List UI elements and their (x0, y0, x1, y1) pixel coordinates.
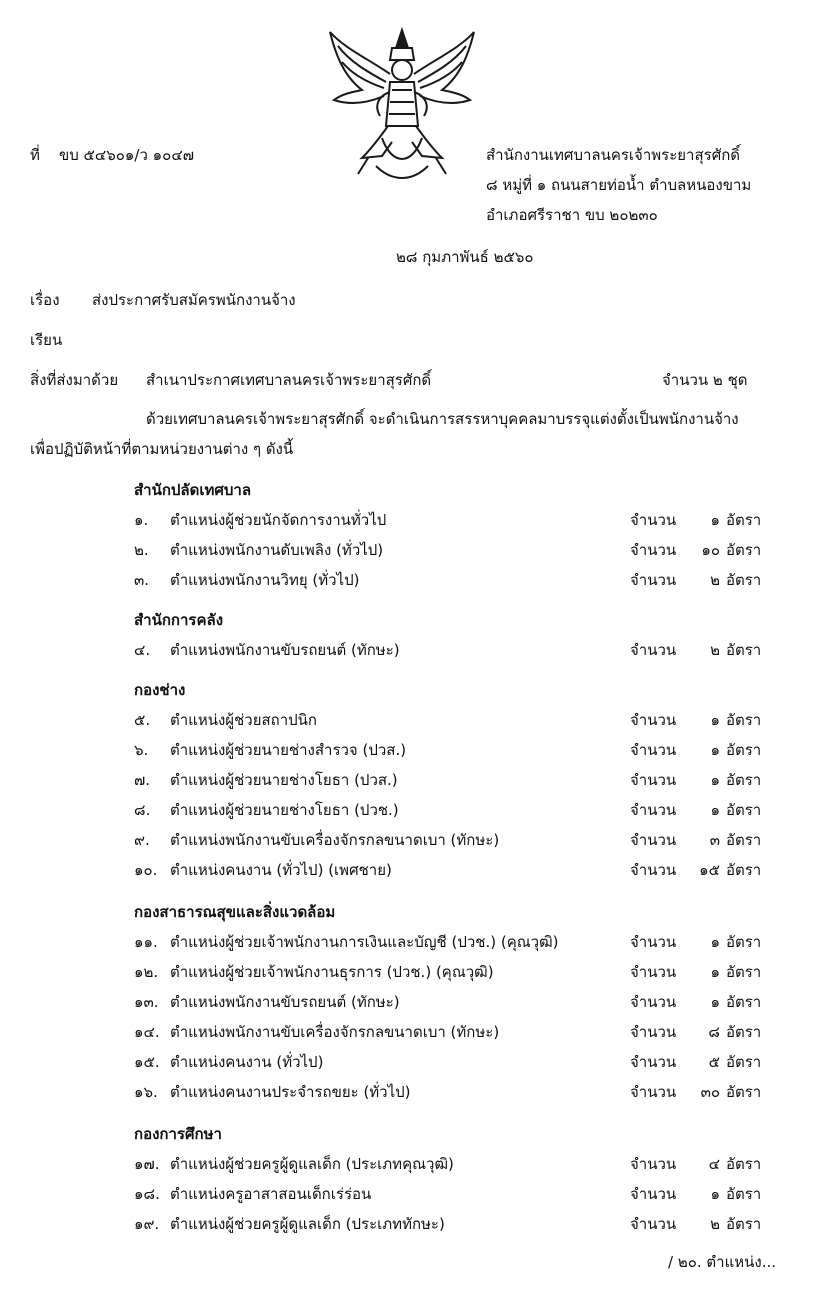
count-word: จำนวน (630, 963, 677, 981)
reference-value: ขบ ๕๔๖๐๑/ว ๑๐๔๗ (58, 146, 194, 164)
item-count (630, 930, 761, 954)
item-position: ตำแหน่งผู้ช่วยครูผู้ดูแลเด็ก (ประเภทคุณวุฒิ) (170, 1155, 454, 1173)
item-position: ตำแหน่งคนงาน (ทั่วไป) (170, 1053, 324, 1071)
item-number: ๙. (134, 831, 150, 849)
item-count (630, 858, 761, 882)
item-count (630, 1182, 761, 1206)
unit-word: อัตรา (726, 541, 762, 559)
item-position: ตำแหน่งพนักงานขับรถยนต์ (ทักษะ) (170, 641, 400, 659)
item-position: ตำแหน่งผู้ช่วยครูผู้ดูแลเด็ก (ประเภททักษะ) (170, 1215, 445, 1233)
count-value: ๘ (708, 1023, 720, 1041)
item-number: ๑๘. (134, 1185, 160, 1203)
count-value: ๓๐ (700, 1083, 720, 1101)
count-word: จำนวน (630, 711, 677, 729)
enclosure-label: สิ่งที่ส่งมาด้วย (30, 371, 119, 389)
count-value: ๑ (710, 1185, 720, 1203)
unit-word: อัตรา (726, 1215, 762, 1233)
unit-word: อัตรา (726, 801, 762, 819)
count-word: จำนวน (630, 571, 677, 589)
item-number: ๔. (134, 641, 151, 659)
item-number: ๑๐. (134, 861, 158, 879)
unit-word: อัตรา (726, 1083, 762, 1101)
address-line-1: สำนักงานเทศบาลนครเจ้าพระยาสุรศักดิ์ (486, 146, 741, 164)
count-word: จำนวน (630, 831, 677, 849)
count-word: จำนวน (630, 641, 677, 659)
reference-label: ที่ (30, 146, 40, 164)
item-number: ๖. (134, 741, 149, 759)
unit-word: อัตรา (726, 1185, 762, 1203)
section-title-office-of-clerk: สำนักปลัดเทศบาล (134, 481, 252, 499)
item-position: ตำแหน่งผู้ช่วยนายช่างโยธา (ปวช.) (170, 801, 399, 819)
item-number: ๕. (134, 711, 151, 729)
count-word: จำนวน (630, 1155, 677, 1173)
count-value: ๒ (710, 641, 720, 659)
item-position: ตำแหน่งพนักงานขับเครื่องจักรกลขนาดเบา (ทักษะ) (170, 831, 500, 849)
unit-word: อัตรา (726, 831, 762, 849)
item-position: ตำแหน่งผู้ช่วยนักจัดการงานทั่วไป (170, 511, 387, 529)
item-position: ตำแหน่งผู้ช่วยนายช่างโยธา (ปวส.) (170, 771, 398, 789)
enclosure-count: จำนวน ๒ ชุด (662, 371, 748, 389)
count-value: ๔ (708, 1155, 720, 1173)
subject-label: เรื่อง (30, 291, 60, 309)
item-position: ตำแหน่งพนักงานขับเครื่องจักรกลขนาดเบา (ทักษะ) (170, 1023, 500, 1041)
item-count (630, 538, 761, 562)
count-value: ๑ (710, 801, 720, 819)
item-count (630, 1212, 761, 1236)
count-word: จำนวน (630, 741, 677, 759)
count-word: จำนวน (630, 861, 677, 879)
count-word: จำนวน (630, 1083, 677, 1101)
item-count (630, 798, 761, 822)
item-count (630, 738, 761, 762)
item-number: ๗. (134, 771, 151, 789)
garuda-emblem-icon (322, 26, 482, 186)
item-position: ตำแหน่งครูอาสาสอนเด็กเร่ร่อน (170, 1185, 372, 1203)
item-number: ๑๒. (134, 963, 159, 981)
count-value: ๕ (708, 1053, 720, 1071)
reference-number (30, 143, 194, 167)
salutation-label: เรียน (30, 331, 63, 349)
item-number: ๑๕. (134, 1053, 160, 1071)
count-word: จำนวน (630, 993, 677, 1011)
section-title-finance: สำนักการคลัง (134, 611, 224, 629)
item-number: ๑๔. (134, 1023, 160, 1041)
count-value: ๓ (709, 831, 720, 849)
item-number: ๑. (134, 511, 149, 529)
item-position: ตำแหน่งผู้ช่วยนายช่างสำรวจ (ปวส.) (170, 741, 407, 759)
item-position: ตำแหน่งผู้ช่วยเจ้าพนักงานธุรการ (ปวช.) (คุณวุฒิ) (170, 963, 494, 981)
item-count (630, 1020, 761, 1044)
address-line-3: อำเภอศรีราชา ขบ ๒๐๒๓๐ (486, 206, 658, 224)
count-word: จำนวน (630, 1215, 677, 1233)
count-word: จำนวน (630, 541, 677, 559)
item-number: ๑๑. (134, 933, 158, 951)
count-value: ๑๕ (699, 861, 720, 879)
page-continuation: / ๒๐. ตำแหน่ง... (668, 1253, 777, 1271)
item-count (630, 990, 761, 1014)
section-title-education: กองการศึกษา (134, 1125, 222, 1143)
count-word: จำนวน (630, 511, 677, 529)
item-position: ตำแหน่งพนักงานดับเพลิง (ทั่วไป) (170, 541, 384, 559)
count-word: จำนวน (630, 1185, 677, 1203)
item-count (630, 508, 761, 532)
count-value: ๑ (710, 511, 720, 529)
item-number: ๑๗. (134, 1155, 160, 1173)
count-value: ๒ (710, 1215, 720, 1233)
item-number: ๑๙. (134, 1215, 160, 1233)
unit-word: อัตรา (726, 1053, 762, 1071)
item-count (630, 638, 761, 662)
unit-word: อัตรา (726, 571, 762, 589)
unit-word: อัตรา (726, 1155, 762, 1173)
count-value: ๑ (710, 993, 720, 1011)
item-count (630, 708, 761, 732)
item-position: ตำแหน่งผู้ช่วยเจ้าพนักงานการเงินและบัญชี (ปวช.) (คุณวุฒิ) (170, 933, 559, 951)
item-position: ตำแหน่งคนงาน (ทั่วไป) (เพศชาย) (170, 861, 392, 879)
item-count (630, 768, 761, 792)
unit-word: อัตรา (726, 861, 762, 879)
unit-word: อัตรา (726, 511, 762, 529)
count-value: ๑ (710, 771, 720, 789)
item-position: ตำแหน่งพนักงานวิทยุ (ทั่วไป) (170, 571, 360, 589)
unit-word: อัตรา (726, 711, 762, 729)
unit-word: อัตรา (726, 963, 762, 981)
item-position: ตำแหน่งพนักงานขับรถยนต์ (ทักษะ) (170, 993, 400, 1011)
enclosure-value: สำเนาประกาศเทศบาลนครเจ้าพระยาสุรศักดิ์ (146, 371, 432, 389)
unit-word: อัตรา (726, 993, 762, 1011)
body-line-2: เพื่อปฏิบัติหน้าที่ตามหน่วยงานต่าง ๆ ดังนี้ (30, 440, 294, 458)
address-line-2: ๘ หมู่ที่ ๑ ถนนสายท่อน้ำ ตำบลหนองขาม (486, 176, 752, 194)
item-position: ตำแหน่งผู้ช่วยสถาปนิก (170, 711, 317, 729)
unit-word: อัตรา (726, 933, 762, 951)
count-value: ๑ (710, 741, 720, 759)
item-number: ๒. (134, 541, 149, 559)
subject-value: ส่งประกาศรับสมัครพนักงานจ้าง (92, 291, 296, 309)
item-count (630, 1152, 761, 1176)
item-count (630, 1080, 761, 1104)
document-date: ๒๘ กุมภาพันธ์ ๒๕๖๐ (396, 248, 534, 266)
item-count (630, 828, 761, 852)
count-value: ๑ (710, 963, 720, 981)
body-line-1: ด้วยเทศบาลนครเจ้าพระยาสุรศักดิ์ จะดำเนินการสรรหาบุคคลมาบรรจุแต่งตั้งเป็นพนักงานจ้าง (146, 410, 739, 428)
count-word: จำนวน (630, 1023, 677, 1041)
item-number: ๑๓. (134, 993, 159, 1011)
section-title-public-health: กองสาธารณสุขและสิ่งแวดล้อม (134, 903, 336, 921)
count-value: ๒ (710, 571, 720, 589)
unit-word: อัตรา (726, 771, 762, 789)
item-number: ๓. (134, 571, 150, 589)
count-word: จำนวน (630, 933, 677, 951)
item-position: ตำแหน่งคนงานประจำรถขยะ (ทั่วไป) (170, 1083, 411, 1101)
unit-word: อัตรา (726, 1023, 762, 1041)
count-value: ๑ (710, 711, 720, 729)
count-value: ๑๐ (701, 541, 720, 559)
item-count (630, 960, 761, 984)
count-word: จำนวน (630, 1053, 677, 1071)
item-count (630, 568, 761, 592)
count-value: ๑ (710, 933, 720, 951)
item-number: ๑๖. (134, 1083, 158, 1101)
count-word: จำนวน (630, 771, 677, 789)
item-count (630, 1050, 761, 1074)
unit-word: อัตรา (726, 741, 762, 759)
count-word: จำนวน (630, 801, 677, 819)
item-number: ๘. (134, 801, 151, 819)
section-title-engineering: กองช่าง (134, 681, 186, 699)
unit-word: อัตรา (726, 641, 762, 659)
